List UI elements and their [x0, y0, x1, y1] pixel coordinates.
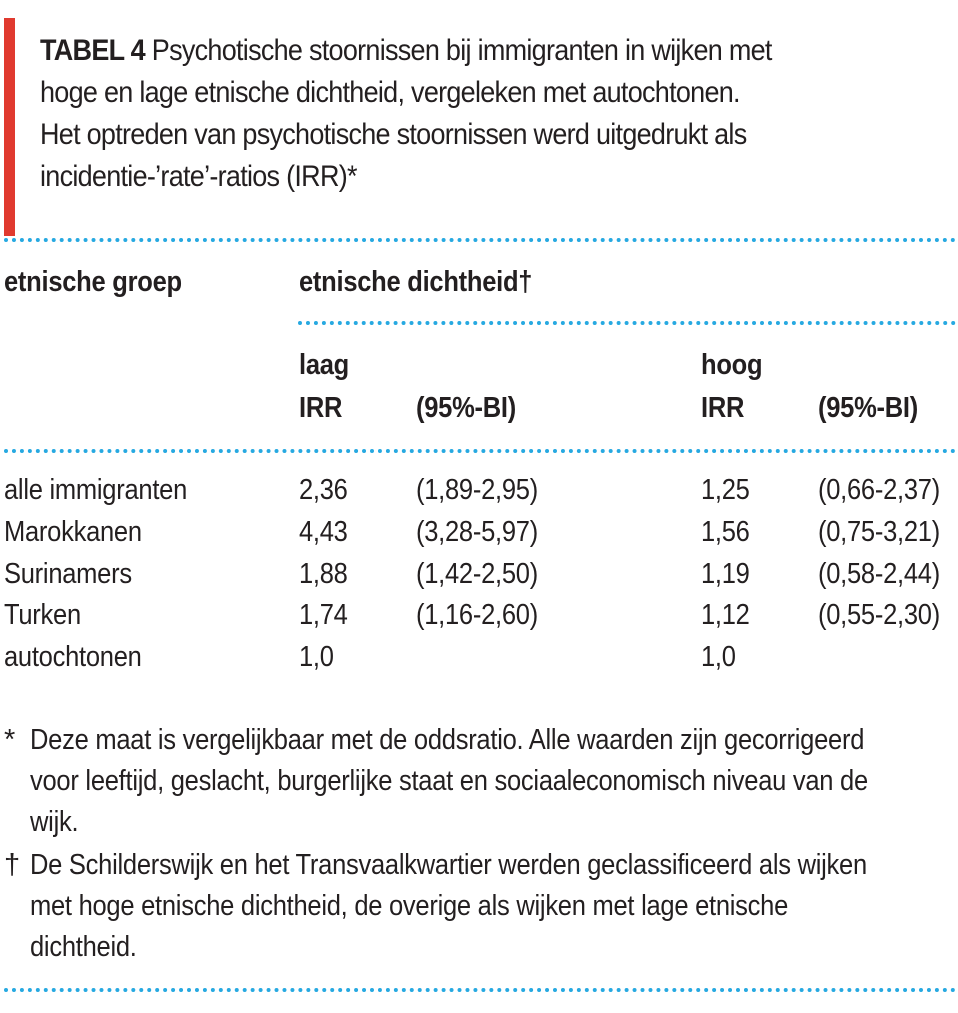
dotted-divider-header [4, 449, 956, 453]
row-high-ci: (0,66-2,37) [818, 474, 940, 506]
table-title [40, 30, 859, 198]
footnote-line: wijk. [30, 806, 79, 838]
header-high-irr: IRR [701, 392, 745, 424]
row-high-ci: (0,75-3,21) [818, 516, 940, 548]
dotted-divider-top [4, 238, 956, 242]
accent-bar [4, 18, 15, 236]
row-high-irr: 1,25 [701, 474, 750, 506]
header-high: hoog [701, 349, 763, 381]
footnote-line: met hoge etnische dichtheid, de overige als wijken met lage etnische [30, 890, 789, 922]
dotted-divider-bottom [4, 988, 956, 992]
footnotes [4, 720, 954, 970]
row-high-ci: (0,58-2,44) [818, 558, 940, 590]
header-high-ci: (95%-BI) [818, 392, 918, 424]
footnote-line: voor leeftijd, geslacht, burgerlijke staat en sociaaleconomisch niveau van de [30, 765, 868, 797]
footnote-symbol: † [4, 849, 21, 881]
dotted-divider-density [298, 321, 956, 325]
footnote-asterisk [4, 720, 954, 843]
row-low-ci: (1,42-2,50) [416, 558, 538, 590]
title-line-3: Het optreden van psychotische stoornissen werd uitgedrukt als [40, 118, 747, 151]
title-line-1: TABEL 4 Psychotische stoornissen bij immigranten in wijken met [40, 34, 772, 67]
row-high-irr: 1,56 [701, 516, 750, 548]
footnote-dagger [4, 845, 954, 968]
row-group: Surinamers [4, 558, 132, 590]
footnote-line: dichtheid. [30, 931, 137, 963]
footnote-line: Deze maat is vergelijkbaar met de oddsratio. Alle waarden zijn gecorrigeerd [30, 724, 865, 756]
row-low-irr: 4,43 [299, 516, 348, 548]
title-line-4: incidentie-’rate’-ratios (IRR)* [40, 160, 357, 193]
footnote-line: De Schilderswijk en het Transvaalkwartier werden geclassificeerd als wijken [30, 849, 867, 881]
header-low-ci: (95%-BI) [416, 392, 516, 424]
row-low-irr: 1,88 [299, 558, 348, 590]
header-group: etnische groep [4, 266, 182, 298]
row-low-ci: (3,28-5,97) [416, 516, 538, 548]
row-high-irr: 1,12 [701, 599, 750, 631]
row-group: Turken [4, 599, 81, 631]
row-low-irr: 1,0 [299, 641, 334, 673]
table-label: TABEL 4 [40, 34, 145, 67]
header-density: etnische dichtheid† [299, 266, 533, 298]
row-high-irr: 1,0 [701, 641, 736, 673]
footnote-symbol: * [4, 724, 16, 756]
title-line-2: hoge en lage etnische dichtheid, vergeleken met autochtonen. [40, 76, 740, 109]
header-low: laag [299, 349, 350, 381]
row-group: autochtonen [4, 641, 142, 673]
header-low-irr: IRR [299, 392, 343, 424]
row-low-ci: (1,89-2,95) [416, 474, 538, 506]
row-group: alle immigranten [4, 474, 188, 506]
row-high-ci: (0,55-2,30) [818, 599, 940, 631]
row-low-irr: 1,74 [299, 599, 348, 631]
row-group: Marokkanen [4, 516, 142, 548]
row-low-irr: 2,36 [299, 474, 348, 506]
row-low-ci: (1,16-2,60) [416, 599, 538, 631]
row-high-irr: 1,19 [701, 558, 750, 590]
